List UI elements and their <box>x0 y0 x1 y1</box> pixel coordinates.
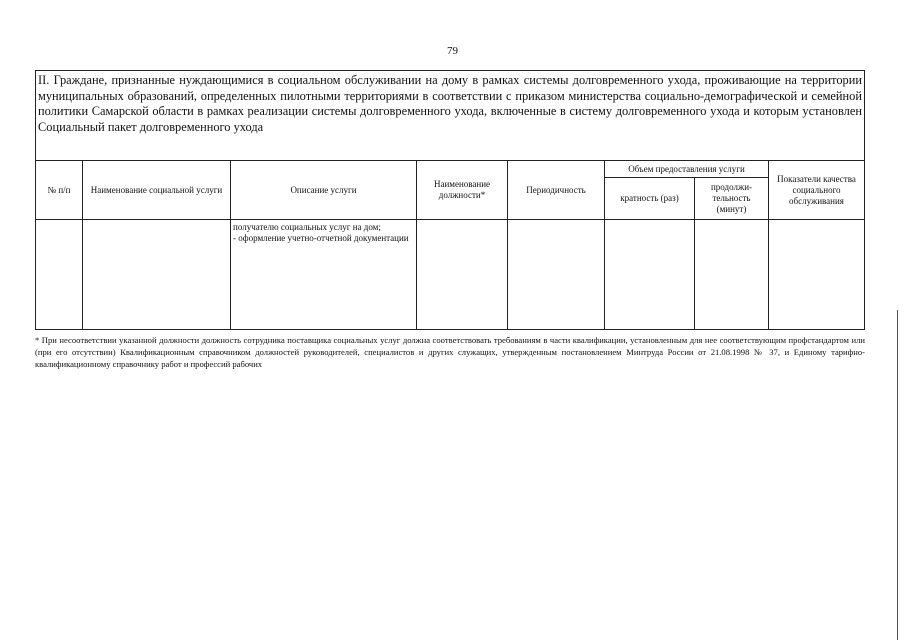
section-title: II. Граждане, признанные нуждающимися в социальном обслуживании на дому в рамках системы долговременного ухода, проживающие на территории муниципальных образований, определенных пилотными территориями в соответствии с приказом министерства социально-демографической и семейной политики Самарской области в рамках реализации системы долговременного ухода, включенные в систему долговременного ухода и которым установлен Социальный пакет долговременного ухода <box>36 71 865 161</box>
cell-position <box>417 220 508 330</box>
header-duration: продолжи-тельность (минут) <box>695 178 769 220</box>
description-line: - оформление учетно-отчетной документации <box>233 233 409 243</box>
cell-description <box>231 220 417 330</box>
cell-number <box>36 220 83 330</box>
header-number: № п/п <box>36 161 83 220</box>
header-multiplicity: кратность (раз) <box>605 178 695 220</box>
table-row <box>36 220 865 330</box>
header-periodicity: Периодичность <box>508 161 605 220</box>
cell-periodicity <box>508 220 605 330</box>
cell-multiplicity <box>605 220 695 330</box>
services-table <box>35 70 865 330</box>
scan-edge-line <box>897 310 898 640</box>
description-line: получателю социальных услуг на дом; <box>233 222 381 232</box>
header-service-name: Наименование социальной услуги <box>83 161 231 220</box>
page-number: 79 <box>447 45 458 57</box>
cell-duration <box>695 220 769 330</box>
cell-service-name <box>83 220 231 330</box>
header-quality: Показатели качества социального обслуживания <box>769 161 865 220</box>
header-position: Наименование должности* <box>417 161 508 220</box>
header-description: Описание услуги <box>231 161 417 220</box>
header-volume: Объем предоставления услуги <box>605 161 769 178</box>
footnote: * При несоответствии указанной должности должность сотрудника поставщика социальных услуг должна соответствовать требованиям в части квалификации, установленным для нее соответствующим профстандартом или (при его отсутствии) Квалификационным справочником должностей руководителей, специалистов и других служащих, утвержденным постановлением Минтруда России от 21.08.1998 № 37, и Единому тарифно-квалификационному справочнику работ и профессий рабочих <box>35 335 865 369</box>
cell-quality <box>769 220 865 330</box>
